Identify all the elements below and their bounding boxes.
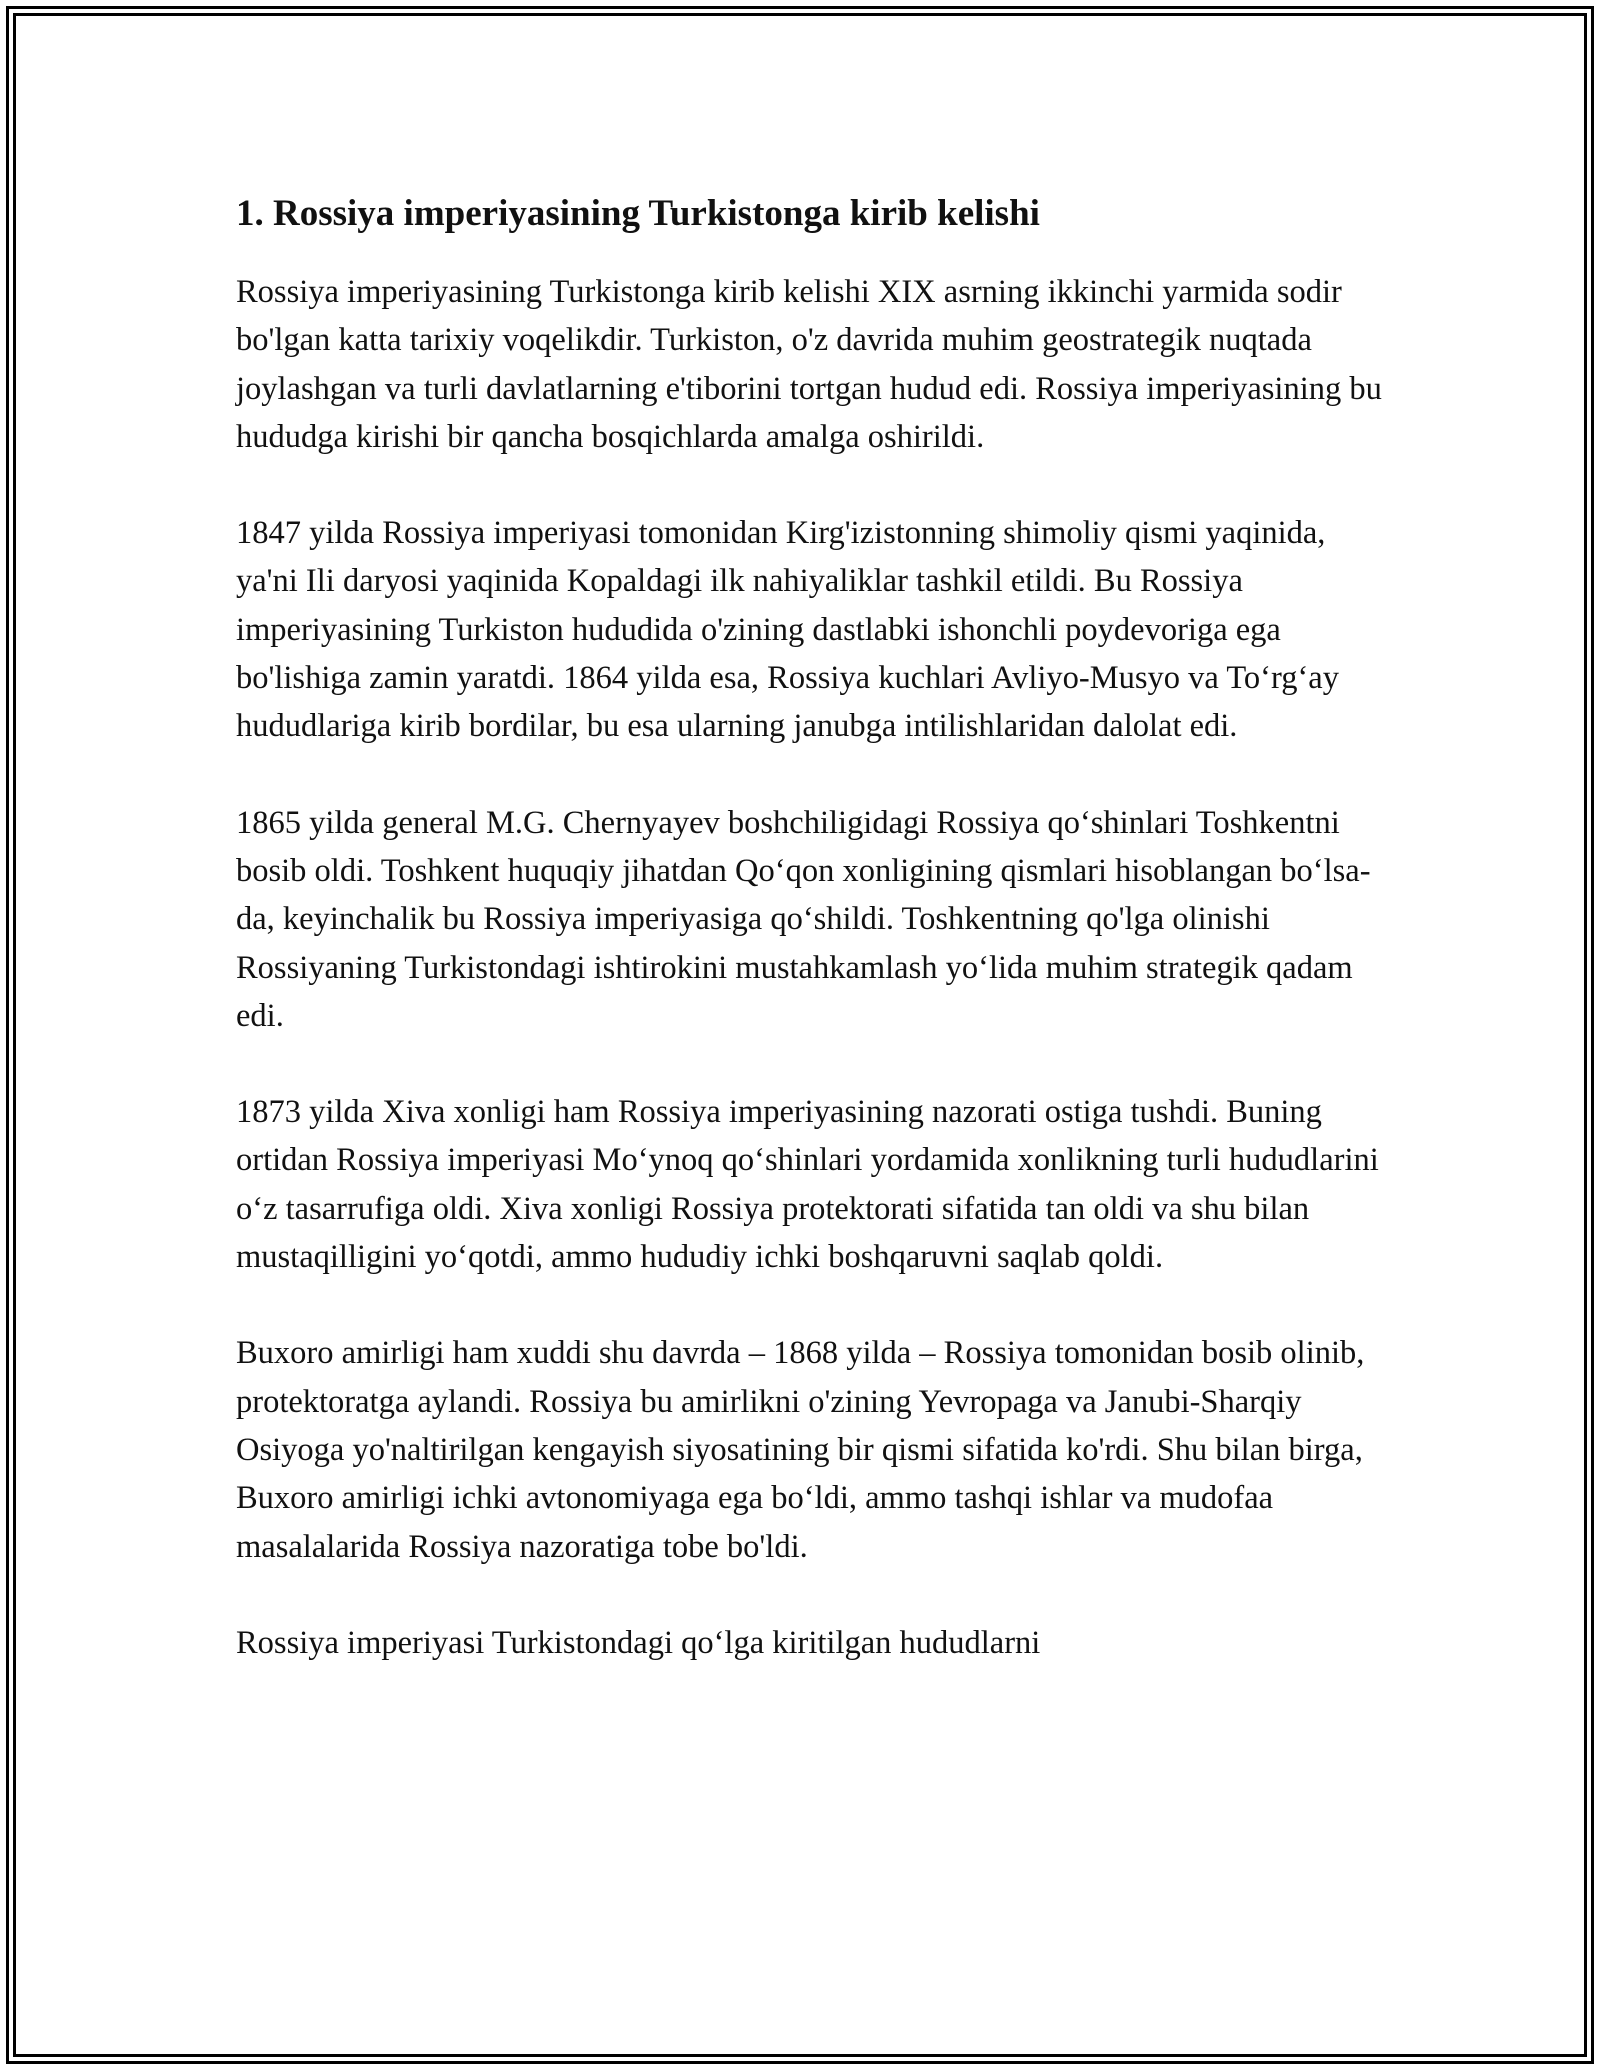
paragraph-intro: Rossiya imperiyasining Turkistonga kirib kelishi XIX asrning ikkinchi yarmida sodir bo'lgan katta tarixiy voqelikdir. Turkiston, o'z davrida muhim geostrategik nuqtada joylashgan va turli davlatlarning e'tiborini tortgan hudud edi. Rossiya imperiyasining bu hududga kirishi bir qancha bosqichlarda amalga oshirildi. xyxy=(236,274,1382,455)
paragraph-buxoro: Buxoro amirligi ham xuddi shu davrda – 1868 yilda – Rossiya tomonidan bosib olinib, protektoratga aylandi. Rossiya bu amirlikni o'zining Yevropaga va Janubi-Sharqiy Osiyoga yo'naltirilgan kengayish siyosatining bir qismi sifatida ko'rdi. Shu bilan birga, Buxoro amirligi ichki avtonomiyaga ega bo‘ldi, ammo tashqi ishlar va mudofaa masalalarida Rossiya nazoratiga tobe bo'ldi. xyxy=(236,1335,1365,1565)
document-title: 1. Rossiya imperiyasining Turkistonga kirib kelishi xyxy=(236,193,1040,234)
document-body xyxy=(236,188,1386,1715)
paragraph-1865: 1865 yilda general M.G. Chernyayev boshchiligidagi Rossiya qo‘shinlari Toshkentni bosib oldi. Toshkent huquqiy jihatdan Qo‘qon xonligining qismlari hisoblangan bo‘lsa-da, keyinchalik bu Rossiya imperiyasiga qo‘shildi. Toshkentning qo'lga olinishi Rossiyaning Turkistondagi ishtirokini mustahkamlash yo‘lida muhim strategik qadam edi. xyxy=(236,804,1371,1034)
paragraph-1847: 1847 yilda Rossiya imperiyasi tomonidan Kirg'izistonning shimoliy qismi yaqinida, ya'ni Ili daryosi yaqinida Kopaldagi ilk nahiyaliklar tashkil etildi. Bu Rossiya imperiyasining Turkiston hududida o'zining dastlabki ishonchli poydevoriga ega bo'lishiga zamin yaratdi. 1864 yilda esa, Rossiya kuchlari Avliyo-Musyo va To‘rg‘ay hududlariga kirib bordilar, bu esa ularning janubga intilishlaridan dalolat edi. xyxy=(236,515,1339,745)
paragraph-closing: Rossiya imperiyasi Turkistondagi qo‘lga kiritilgan hududlarni xyxy=(236,1624,1041,1661)
paragraph-1873: 1873 yilda Xiva xonligi ham Rossiya imperiyasining nazorati ostiga tushdi. Buning ortidan Rossiya imperiyasi Mo‘ynoq qo‘shinlari yordamida xonlikning turli hududlarini o‘z tasarrufiga oldi. Xiva xonligi Rossiya protektorati sifatida tan oldi va shu bilan mustaqilligini yo‘qotdi, ammo hududiy ichki boshqaruvni saqlab qoldi. xyxy=(236,1094,1379,1276)
